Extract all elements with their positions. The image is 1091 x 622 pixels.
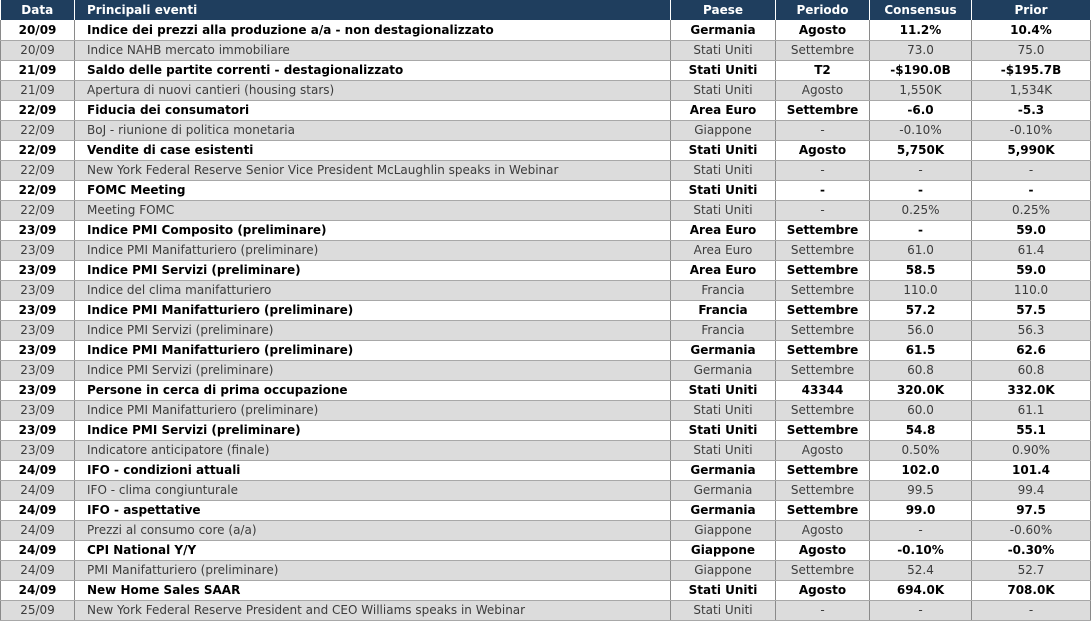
- cell-consensus: 60.0: [870, 400, 972, 420]
- cell-consensus: 0.50%: [870, 440, 972, 460]
- cell-consensus: -6.0: [870, 100, 972, 120]
- cell-periodo: Settembre: [776, 560, 870, 580]
- table-row: [1, 600, 1091, 620]
- cell-periodo: Settembre: [776, 400, 870, 420]
- table-row: [1, 80, 1091, 100]
- cell-data: 22/09: [1, 120, 75, 140]
- cell-prior: -: [972, 160, 1091, 180]
- cell-data: 21/09: [1, 80, 75, 100]
- cell-prior: 55.1: [972, 420, 1091, 440]
- cell-paese: Giappone: [671, 560, 776, 580]
- cell-periodo: Settembre: [776, 340, 870, 360]
- cell-prior: 62.6: [972, 340, 1091, 360]
- cell-periodo: Settembre: [776, 420, 870, 440]
- cell-evento: Indice PMI Manifatturiero (preliminare): [75, 240, 671, 260]
- cell-periodo: -: [776, 200, 870, 220]
- cell-consensus: -: [870, 160, 972, 180]
- cell-periodo: Agosto: [776, 80, 870, 100]
- cell-evento: IFO - clima congiunturale: [75, 480, 671, 500]
- table-row: [1, 220, 1091, 240]
- cell-paese: Germania: [671, 340, 776, 360]
- table-row: [1, 60, 1091, 80]
- cell-consensus: -0.10%: [870, 540, 972, 560]
- cell-prior: 61.1: [972, 400, 1091, 420]
- cell-periodo: T2: [776, 60, 870, 80]
- cell-prior: 59.0: [972, 260, 1091, 280]
- cell-consensus: 0.25%: [870, 200, 972, 220]
- table-row: [1, 540, 1091, 560]
- cell-evento: Indice del clima manifatturiero: [75, 280, 671, 300]
- cell-prior: 52.7: [972, 560, 1091, 580]
- table-row: [1, 460, 1091, 480]
- cell-periodo: Settembre: [776, 360, 870, 380]
- cell-paese: Stati Uniti: [671, 80, 776, 100]
- header-data: Data: [1, 0, 75, 20]
- cell-paese: Giappone: [671, 120, 776, 140]
- cell-consensus: 110.0: [870, 280, 972, 300]
- cell-paese: Stati Uniti: [671, 200, 776, 220]
- cell-paese: Germania: [671, 360, 776, 380]
- cell-prior: 0.90%: [972, 440, 1091, 460]
- cell-data: 23/09: [1, 440, 75, 460]
- cell-evento: Indice dei prezzi alla produzione a/a - non destagionalizzato: [75, 20, 671, 40]
- cell-evento: Persone in cerca di prima occupazione: [75, 380, 671, 400]
- cell-data: 22/09: [1, 140, 75, 160]
- cell-consensus: -: [870, 180, 972, 200]
- cell-data: 23/09: [1, 220, 75, 240]
- cell-data: 20/09: [1, 20, 75, 40]
- table-row: [1, 160, 1091, 180]
- cell-evento: New York Federal Reserve President and CEO Williams speaks in Webinar: [75, 600, 671, 620]
- cell-evento: Saldo delle partite correnti - destagionalizzato: [75, 60, 671, 80]
- cell-paese: Stati Uniti: [671, 400, 776, 420]
- cell-consensus: 57.2: [870, 300, 972, 320]
- table-row: [1, 420, 1091, 440]
- cell-data: 23/09: [1, 420, 75, 440]
- cell-prior: 10.4%: [972, 20, 1091, 40]
- cell-periodo: Settembre: [776, 280, 870, 300]
- cell-prior: -: [972, 180, 1091, 200]
- table-row: [1, 560, 1091, 580]
- cell-evento: Indice PMI Servizi (preliminare): [75, 420, 671, 440]
- cell-prior: 60.8: [972, 360, 1091, 380]
- header-paese: Paese: [671, 0, 776, 20]
- cell-periodo: Settembre: [776, 460, 870, 480]
- cell-consensus: -: [870, 220, 972, 240]
- cell-evento: Fiducia dei consumatori: [75, 100, 671, 120]
- cell-data: 23/09: [1, 260, 75, 280]
- cell-paese: Francia: [671, 320, 776, 340]
- cell-evento: Prezzi al consumo core (a/a): [75, 520, 671, 540]
- cell-evento: Indice PMI Manifatturiero (preliminare): [75, 400, 671, 420]
- cell-evento: Apertura di nuovi cantieri (housing stars): [75, 80, 671, 100]
- cell-prior: 56.3: [972, 320, 1091, 340]
- cell-evento: IFO - aspettative: [75, 500, 671, 520]
- cell-consensus: -: [870, 600, 972, 620]
- cell-evento: New York Federal Reserve Senior Vice President McLaughlin speaks in Webinar: [75, 160, 671, 180]
- table-row: [1, 360, 1091, 380]
- cell-data: 22/09: [1, 180, 75, 200]
- cell-periodo: Settembre: [776, 480, 870, 500]
- cell-data: 25/09: [1, 600, 75, 620]
- cell-consensus: 320.0K: [870, 380, 972, 400]
- cell-consensus: 694.0K: [870, 580, 972, 600]
- cell-evento: Indice PMI Servizi (preliminare): [75, 260, 671, 280]
- cell-periodo: Agosto: [776, 440, 870, 460]
- cell-prior: 332.0K: [972, 380, 1091, 400]
- cell-paese: Stati Uniti: [671, 420, 776, 440]
- table-row: [1, 120, 1091, 140]
- cell-periodo: Agosto: [776, 580, 870, 600]
- header-consensus: Consensus: [870, 0, 972, 20]
- cell-periodo: Settembre: [776, 320, 870, 340]
- cell-evento: Meeting FOMC: [75, 200, 671, 220]
- cell-data: 23/09: [1, 340, 75, 360]
- cell-data: 24/09: [1, 520, 75, 540]
- cell-data: 24/09: [1, 500, 75, 520]
- cell-prior: -$195.7B: [972, 60, 1091, 80]
- table-row: [1, 100, 1091, 120]
- cell-evento: Indicatore anticipatore (finale): [75, 440, 671, 460]
- table-row: [1, 260, 1091, 280]
- cell-paese: Stati Uniti: [671, 600, 776, 620]
- header-prior: Prior: [972, 0, 1091, 20]
- cell-prior: 59.0: [972, 220, 1091, 240]
- cell-evento: FOMC Meeting: [75, 180, 671, 200]
- cell-data: 20/09: [1, 40, 75, 60]
- cell-paese: Area Euro: [671, 240, 776, 260]
- cell-paese: Stati Uniti: [671, 180, 776, 200]
- cell-data: 23/09: [1, 300, 75, 320]
- cell-data: 23/09: [1, 360, 75, 380]
- cell-paese: Stati Uniti: [671, 160, 776, 180]
- cell-evento: Indice PMI Manifatturiero (preliminare): [75, 300, 671, 320]
- cell-data: 24/09: [1, 540, 75, 560]
- cell-prior: -0.30%: [972, 540, 1091, 560]
- cell-data: 23/09: [1, 240, 75, 260]
- cell-consensus: 60.8: [870, 360, 972, 380]
- cell-prior: 101.4: [972, 460, 1091, 480]
- cell-consensus: 61.0: [870, 240, 972, 260]
- cell-consensus: -0.10%: [870, 120, 972, 140]
- cell-periodo: Agosto: [776, 140, 870, 160]
- cell-consensus: -: [870, 520, 972, 540]
- cell-paese: Stati Uniti: [671, 40, 776, 60]
- cell-paese: Francia: [671, 280, 776, 300]
- cell-data: 22/09: [1, 100, 75, 120]
- cell-paese: Area Euro: [671, 220, 776, 240]
- cell-consensus: -$190.0B: [870, 60, 972, 80]
- cell-consensus: 52.4: [870, 560, 972, 580]
- cell-paese: Stati Uniti: [671, 440, 776, 460]
- table-row: [1, 580, 1091, 600]
- table-row: [1, 320, 1091, 340]
- cell-periodo: -: [776, 180, 870, 200]
- header-periodo: Periodo: [776, 0, 870, 20]
- cell-evento: New Home Sales SAAR: [75, 580, 671, 600]
- cell-consensus: 5,750K: [870, 140, 972, 160]
- cell-evento: IFO - condizioni attuali: [75, 460, 671, 480]
- cell-paese: Giappone: [671, 520, 776, 540]
- table-row: [1, 200, 1091, 220]
- cell-data: 24/09: [1, 480, 75, 500]
- cell-evento: Indice NAHB mercato immobiliare: [75, 40, 671, 60]
- cell-prior: 61.4: [972, 240, 1091, 260]
- cell-paese: Germania: [671, 460, 776, 480]
- table-row: [1, 500, 1091, 520]
- cell-data: 21/09: [1, 60, 75, 80]
- cell-evento: Indice PMI Manifatturiero (preliminare): [75, 340, 671, 360]
- cell-prior: 110.0: [972, 280, 1091, 300]
- table-row: [1, 20, 1091, 40]
- cell-consensus: 54.8: [870, 420, 972, 440]
- cell-evento: Indice PMI Servizi (preliminare): [75, 320, 671, 340]
- table-row: [1, 240, 1091, 260]
- cell-evento: PMI Manifatturiero (preliminare): [75, 560, 671, 580]
- table-row: [1, 480, 1091, 500]
- cell-prior: 1,534K: [972, 80, 1091, 100]
- cell-consensus: 56.0: [870, 320, 972, 340]
- cell-prior: -0.60%: [972, 520, 1091, 540]
- cell-paese: Stati Uniti: [671, 380, 776, 400]
- cell-data: 23/09: [1, 380, 75, 400]
- cell-consensus: 73.0: [870, 40, 972, 60]
- cell-prior: -0.10%: [972, 120, 1091, 140]
- header-row: [1, 0, 1091, 20]
- cell-consensus: 1,550K: [870, 80, 972, 100]
- table-row: [1, 300, 1091, 320]
- cell-consensus: 102.0: [870, 460, 972, 480]
- cell-periodo: Agosto: [776, 520, 870, 540]
- cell-prior: 0.25%: [972, 200, 1091, 220]
- table-row: [1, 280, 1091, 300]
- cell-periodo: Settembre: [776, 300, 870, 320]
- cell-periodo: 43344: [776, 380, 870, 400]
- cell-periodo: -: [776, 120, 870, 140]
- cell-periodo: Settembre: [776, 260, 870, 280]
- table-header: [1, 0, 1091, 20]
- header-evento: Principali eventi: [75, 0, 671, 20]
- cell-periodo: Agosto: [776, 20, 870, 40]
- table-row: [1, 400, 1091, 420]
- cell-data: 22/09: [1, 200, 75, 220]
- cell-prior: 99.4: [972, 480, 1091, 500]
- cell-periodo: Settembre: [776, 220, 870, 240]
- cell-paese: Giappone: [671, 540, 776, 560]
- cell-paese: Stati Uniti: [671, 580, 776, 600]
- cell-periodo: Settembre: [776, 100, 870, 120]
- table-row: [1, 180, 1091, 200]
- cell-consensus: 99.5: [870, 480, 972, 500]
- cell-prior: -: [972, 600, 1091, 620]
- cell-periodo: -: [776, 160, 870, 180]
- cell-data: 23/09: [1, 320, 75, 340]
- table-row: [1, 440, 1091, 460]
- cell-periodo: Settembre: [776, 40, 870, 60]
- cell-paese: Stati Uniti: [671, 140, 776, 160]
- cell-periodo: Settembre: [776, 240, 870, 260]
- cell-consensus: 11.2%: [870, 20, 972, 40]
- cell-paese: Area Euro: [671, 260, 776, 280]
- cell-prior: 75.0: [972, 40, 1091, 60]
- cell-paese: Area Euro: [671, 100, 776, 120]
- cell-evento: Vendite di case esistenti: [75, 140, 671, 160]
- table-body: [1, 20, 1091, 620]
- cell-paese: Germania: [671, 20, 776, 40]
- cell-evento: BoJ - riunione di politica monetaria: [75, 120, 671, 140]
- cell-consensus: 58.5: [870, 260, 972, 280]
- cell-prior: 708.0K: [972, 580, 1091, 600]
- cell-periodo: -: [776, 600, 870, 620]
- cell-data: 24/09: [1, 580, 75, 600]
- cell-prior: -5.3: [972, 100, 1091, 120]
- cell-data: 24/09: [1, 560, 75, 580]
- cell-data: 23/09: [1, 400, 75, 420]
- cell-evento: Indice PMI Composito (preliminare): [75, 220, 671, 240]
- cell-prior: 5,990K: [972, 140, 1091, 160]
- cell-data: 24/09: [1, 460, 75, 480]
- cell-prior: 97.5: [972, 500, 1091, 520]
- cell-consensus: 61.5: [870, 340, 972, 360]
- table-row: [1, 340, 1091, 360]
- table-row: [1, 140, 1091, 160]
- cell-consensus: 99.0: [870, 500, 972, 520]
- cell-paese: Germania: [671, 480, 776, 500]
- cell-paese: Stati Uniti: [671, 60, 776, 80]
- cell-prior: 57.5: [972, 300, 1091, 320]
- cell-periodo: Agosto: [776, 540, 870, 560]
- table-row: [1, 520, 1091, 540]
- cell-evento: CPI National Y/Y: [75, 540, 671, 560]
- cell-periodo: Settembre: [776, 500, 870, 520]
- cell-paese: Francia: [671, 300, 776, 320]
- cell-data: 22/09: [1, 160, 75, 180]
- table-row: [1, 380, 1091, 400]
- table-row: [1, 40, 1091, 60]
- cell-data: 23/09: [1, 280, 75, 300]
- cell-paese: Germania: [671, 500, 776, 520]
- cell-evento: Indice PMI Servizi (preliminare): [75, 360, 671, 380]
